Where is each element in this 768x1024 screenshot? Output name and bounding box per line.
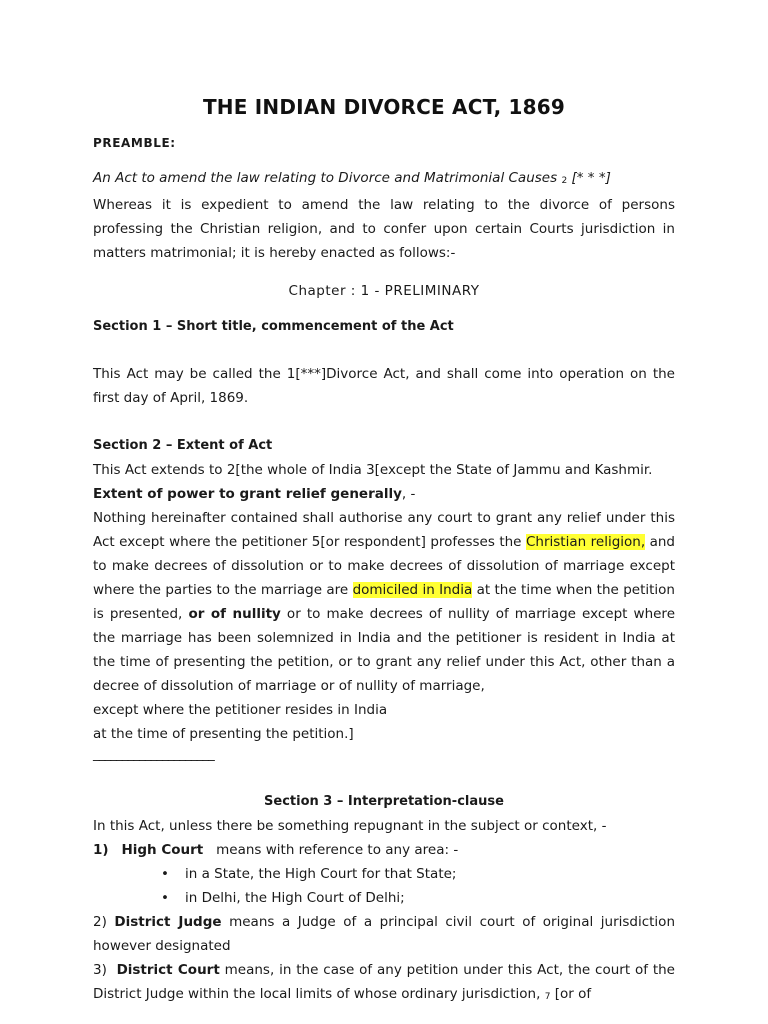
section-2-extends: This Act extends to 2[the whole of India 3[except the State of Jammu and Kashmir. xyxy=(93,462,653,478)
section-1-line-2: first day of April, 1869. xyxy=(93,390,249,406)
bullet-icon: • xyxy=(161,890,169,906)
para-part-1: Nothing hereinafter contained shall authorise any court to grant any relief under this Act except where the petitioner 5[or respondent] professes the xyxy=(93,510,675,550)
para-part-3: at the time when the petition is presented, xyxy=(93,582,675,622)
para-part-4: or to make decrees of nullity of marriage except where the marriage has been solemnized in India and the petitioner is resident in India at the time of presenting the petition, or to grant any relief under this Act, other than a decree of dissolution of marriage or of nullity of marriage, xyxy=(93,606,675,694)
document-content xyxy=(93,92,675,1009)
section-1-heading: Section 1 – Short title, commencement of the Act xyxy=(93,319,454,334)
section-2-paragraph xyxy=(93,506,675,698)
document-title: THE INDIAN DIVORCE ACT, 1869 xyxy=(202,95,566,119)
item-1-number: 1) xyxy=(93,842,109,858)
section-2-resides: except where the petitioner resides in India xyxy=(93,702,388,718)
chapter-heading: Chapter : 1 - PRELIMINARY xyxy=(288,283,480,299)
preamble-line xyxy=(93,166,675,193)
preamble-body: Whereas it is expedient to amend the law relating to the divorce of persons professing the Christian religion, and to confer upon certain Courts jurisdiction in matters matrimonial; it is hereby enacted as follows:- xyxy=(93,197,675,261)
definition-high-court xyxy=(93,838,675,862)
footnote-marker: 2 xyxy=(561,176,568,186)
omitted-marker: [* * *] xyxy=(571,170,611,186)
item-3-number: 3) xyxy=(93,962,107,978)
preamble-label: PREAMBLE: xyxy=(93,136,176,150)
item-2-number: 2) xyxy=(93,914,107,930)
bullet-icon: • xyxy=(161,866,169,882)
section-2-heading: Section 2 – Extent of Act xyxy=(93,438,273,453)
separator-rule: _____________________ xyxy=(93,746,214,762)
definition-district-court xyxy=(93,958,675,1009)
section-1-line-1: This Act may be called the 1[***]Divorce Act, and shall come into operation on the xyxy=(93,366,675,382)
item-1-definition: means with reference to any area: - xyxy=(216,842,459,858)
highlight-domiciled-in-india: domiciled in India xyxy=(352,582,473,598)
nullity-bold: or of nullity xyxy=(188,606,281,622)
item-3-definition: means, in the case of any petition under this Act, the court of the District Judge within the local limits of whose ordinary jurisdiction, xyxy=(93,962,675,1002)
item-2-definition: means a Judge of a principal civil court of original jurisdiction however designated xyxy=(93,914,675,954)
highlight-christian-religion: Christian religion, xyxy=(525,534,646,550)
bullet-item xyxy=(93,862,675,886)
section-2-time: at the time of presenting the petition.] xyxy=(93,726,354,742)
bullet-text: in a State, the High Court for that State; xyxy=(185,866,457,882)
bullet-text: in Delhi, the High Court of Delhi; xyxy=(185,890,405,906)
item-3-tail: [or of xyxy=(550,986,592,1002)
item-2-term: District Judge xyxy=(114,914,222,930)
para-part-2: and to make decrees of dissolution or to make decrees of dissolution of marriage except where the parties to the marriage are xyxy=(93,534,675,598)
section-3-heading: Section 3 – Interpretation-clause xyxy=(264,794,504,809)
item-1-term: High Court xyxy=(121,842,204,858)
section-3-intro: In this Act, unless there be something repugnant in the subject or context, - xyxy=(93,818,607,834)
power-heading: Extent of power to grant relief generally xyxy=(93,486,402,502)
item-3-footnote: 7 xyxy=(544,992,551,1002)
bullet-item xyxy=(93,886,675,910)
definition-district-judge xyxy=(93,910,675,958)
section-2-power xyxy=(93,482,675,506)
preamble-line-text: An Act to amend the law relating to Divorce and Matrimonial Causes xyxy=(93,170,558,186)
power-heading-rest: , - xyxy=(401,486,416,502)
item-3-term: District Court xyxy=(116,962,220,978)
